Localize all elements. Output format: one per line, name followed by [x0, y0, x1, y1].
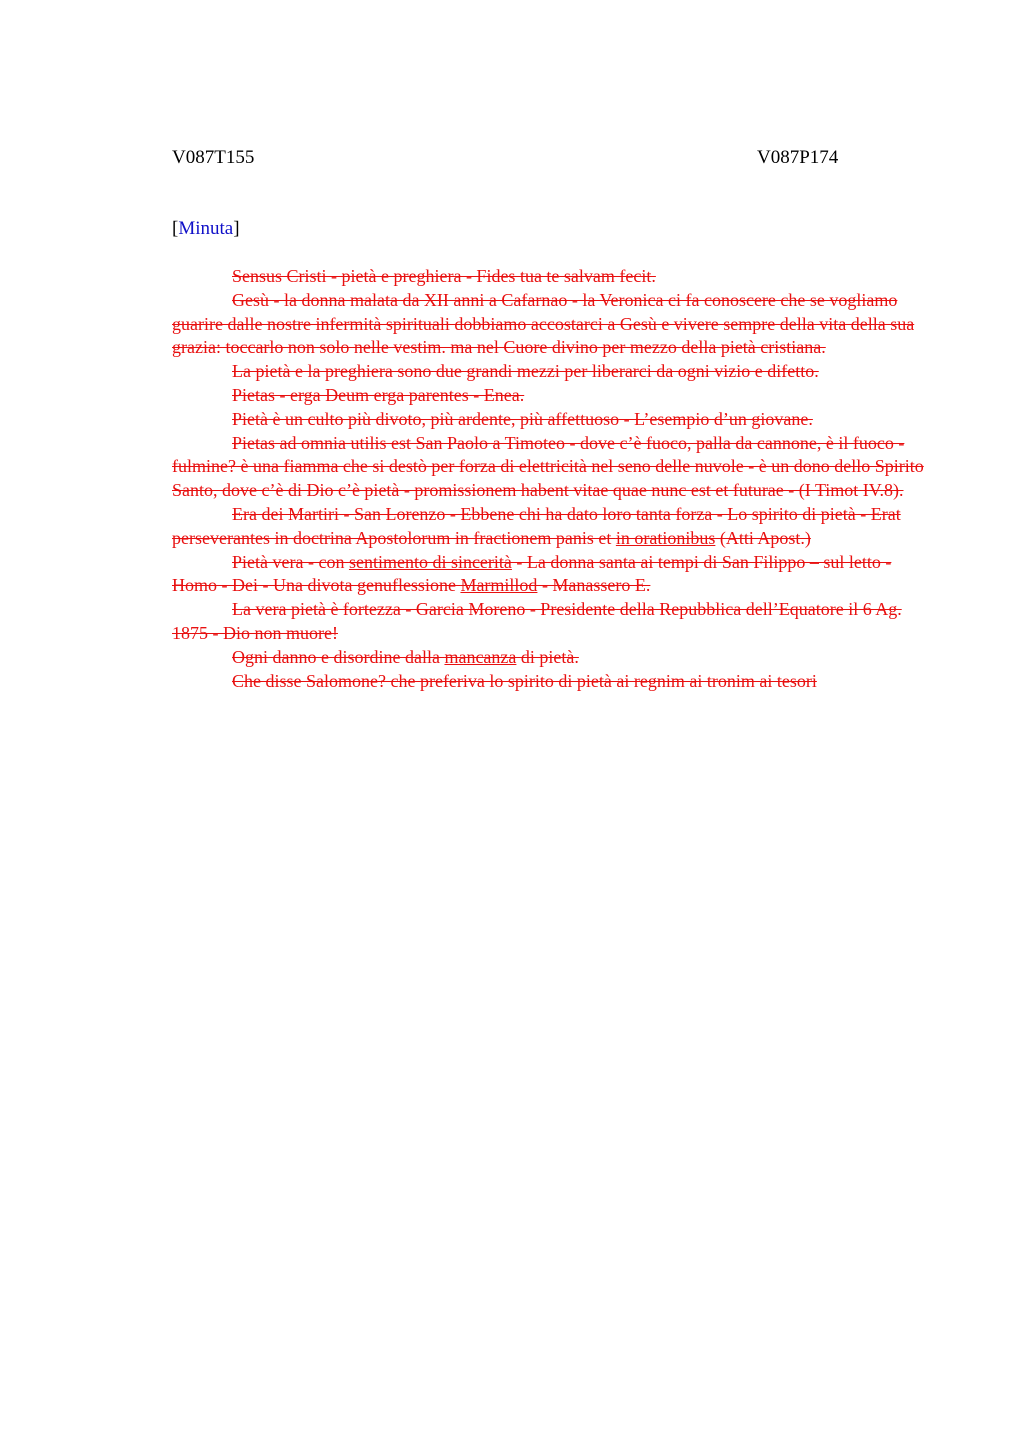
text-run: di pietà. [516, 646, 579, 667]
paragraph-8 [172, 551, 932, 599]
text-run: Sensus Cristi - pietà e preghiera - Fides tua te salvam fecit. [232, 266, 656, 286]
text-run: (Atti Apost.) [715, 527, 811, 548]
bracket-open: [ [172, 218, 179, 239]
text-run: - Manassero E. [537, 575, 651, 596]
paragraph-5 [172, 408, 932, 432]
text-run: Gesù - la donna malata da XII anni a Cafarnao - la Veronica ci fa conoscere che se vogliamo guarire dalle nostre infermità spirituali dobbiamo accostarci a Gesù e vivere sempre della vita della sua grazia: toccarlo non solo nelle vestim. ma nel Cuore divino per mezzo della pietà cristiana. [172, 289, 915, 358]
text-run: Ogni danno e disordine dalla [232, 646, 445, 667]
minuta-link-text: Minuta [178, 218, 234, 239]
text-run: La vera pietà è fortezza - Garcia Moreno - Presidente della Repubblica dell’Equatore il 6 Ag. 1875 - Dio non muore! [172, 599, 902, 643]
paragraph-3 [172, 360, 932, 384]
text-run: Pietà vera - con [232, 551, 349, 572]
paragraph-6 [172, 432, 932, 503]
text-run: Che disse Salomone? che preferiva lo spirito di pietà ai regnim ai tronim ai tesori [232, 670, 817, 691]
bracket-close: ] [233, 218, 240, 239]
paragraph-1 [172, 265, 932, 289]
paragraph-7 [172, 503, 932, 551]
text-run: Pietà è un culto più divoto, più ardente, più affettuoso - L’esempio d’un giovane. [232, 408, 813, 429]
text-run: Era dei Martiri - San Lorenzo - Ebbene chi ha dato loro tanta forza - Lo spirito di pietà - Erat perseverantes in doctrina Apostolorum in fractionem panis et [172, 503, 901, 548]
paragraph-2 [172, 289, 932, 360]
underlined-text-run: Marmillod [460, 575, 538, 596]
document-code-right: V087P174 [757, 147, 839, 168]
text-run: - La donna santa ai tempi di San Filippo – sul letto - Homo - Dei - Una divota genuflessione [172, 551, 892, 596]
text-run: La pietà e la preghiera sono due grandi mezzi per liberarci da ogni vizio e difetto. [232, 361, 819, 382]
paragraph-10 [172, 646, 932, 670]
underlined-text-run: sentimento di sincerità [348, 551, 512, 572]
document-code-left: V087T155 [172, 147, 255, 168]
paragraph-9 [172, 598, 932, 646]
text-run: Pietas - erga Deum erga parentes - Enea. [232, 384, 525, 405]
underlined-text-run: in orationibus [615, 527, 716, 548]
struck-text-body [172, 265, 932, 693]
paragraph-11 [172, 670, 932, 694]
text-run: Pietas ad omnia utilis est San Paolo a Timoteo - dove c’è fuoco, palla da cannone, è il fuoco - fulmine? è una fiamma che si destò per forza di elettricità nel seno delle nuvole - è un dono dello Spirito Santo, dove c’è di Dio c’è pietà - promissionem habent vitae quae nunc est et futurae - (I Timot IV.8). [172, 432, 924, 501]
minuta-label [172, 218, 240, 240]
underlined-text-run: mancanza [444, 646, 517, 667]
paragraph-4 [172, 384, 932, 408]
